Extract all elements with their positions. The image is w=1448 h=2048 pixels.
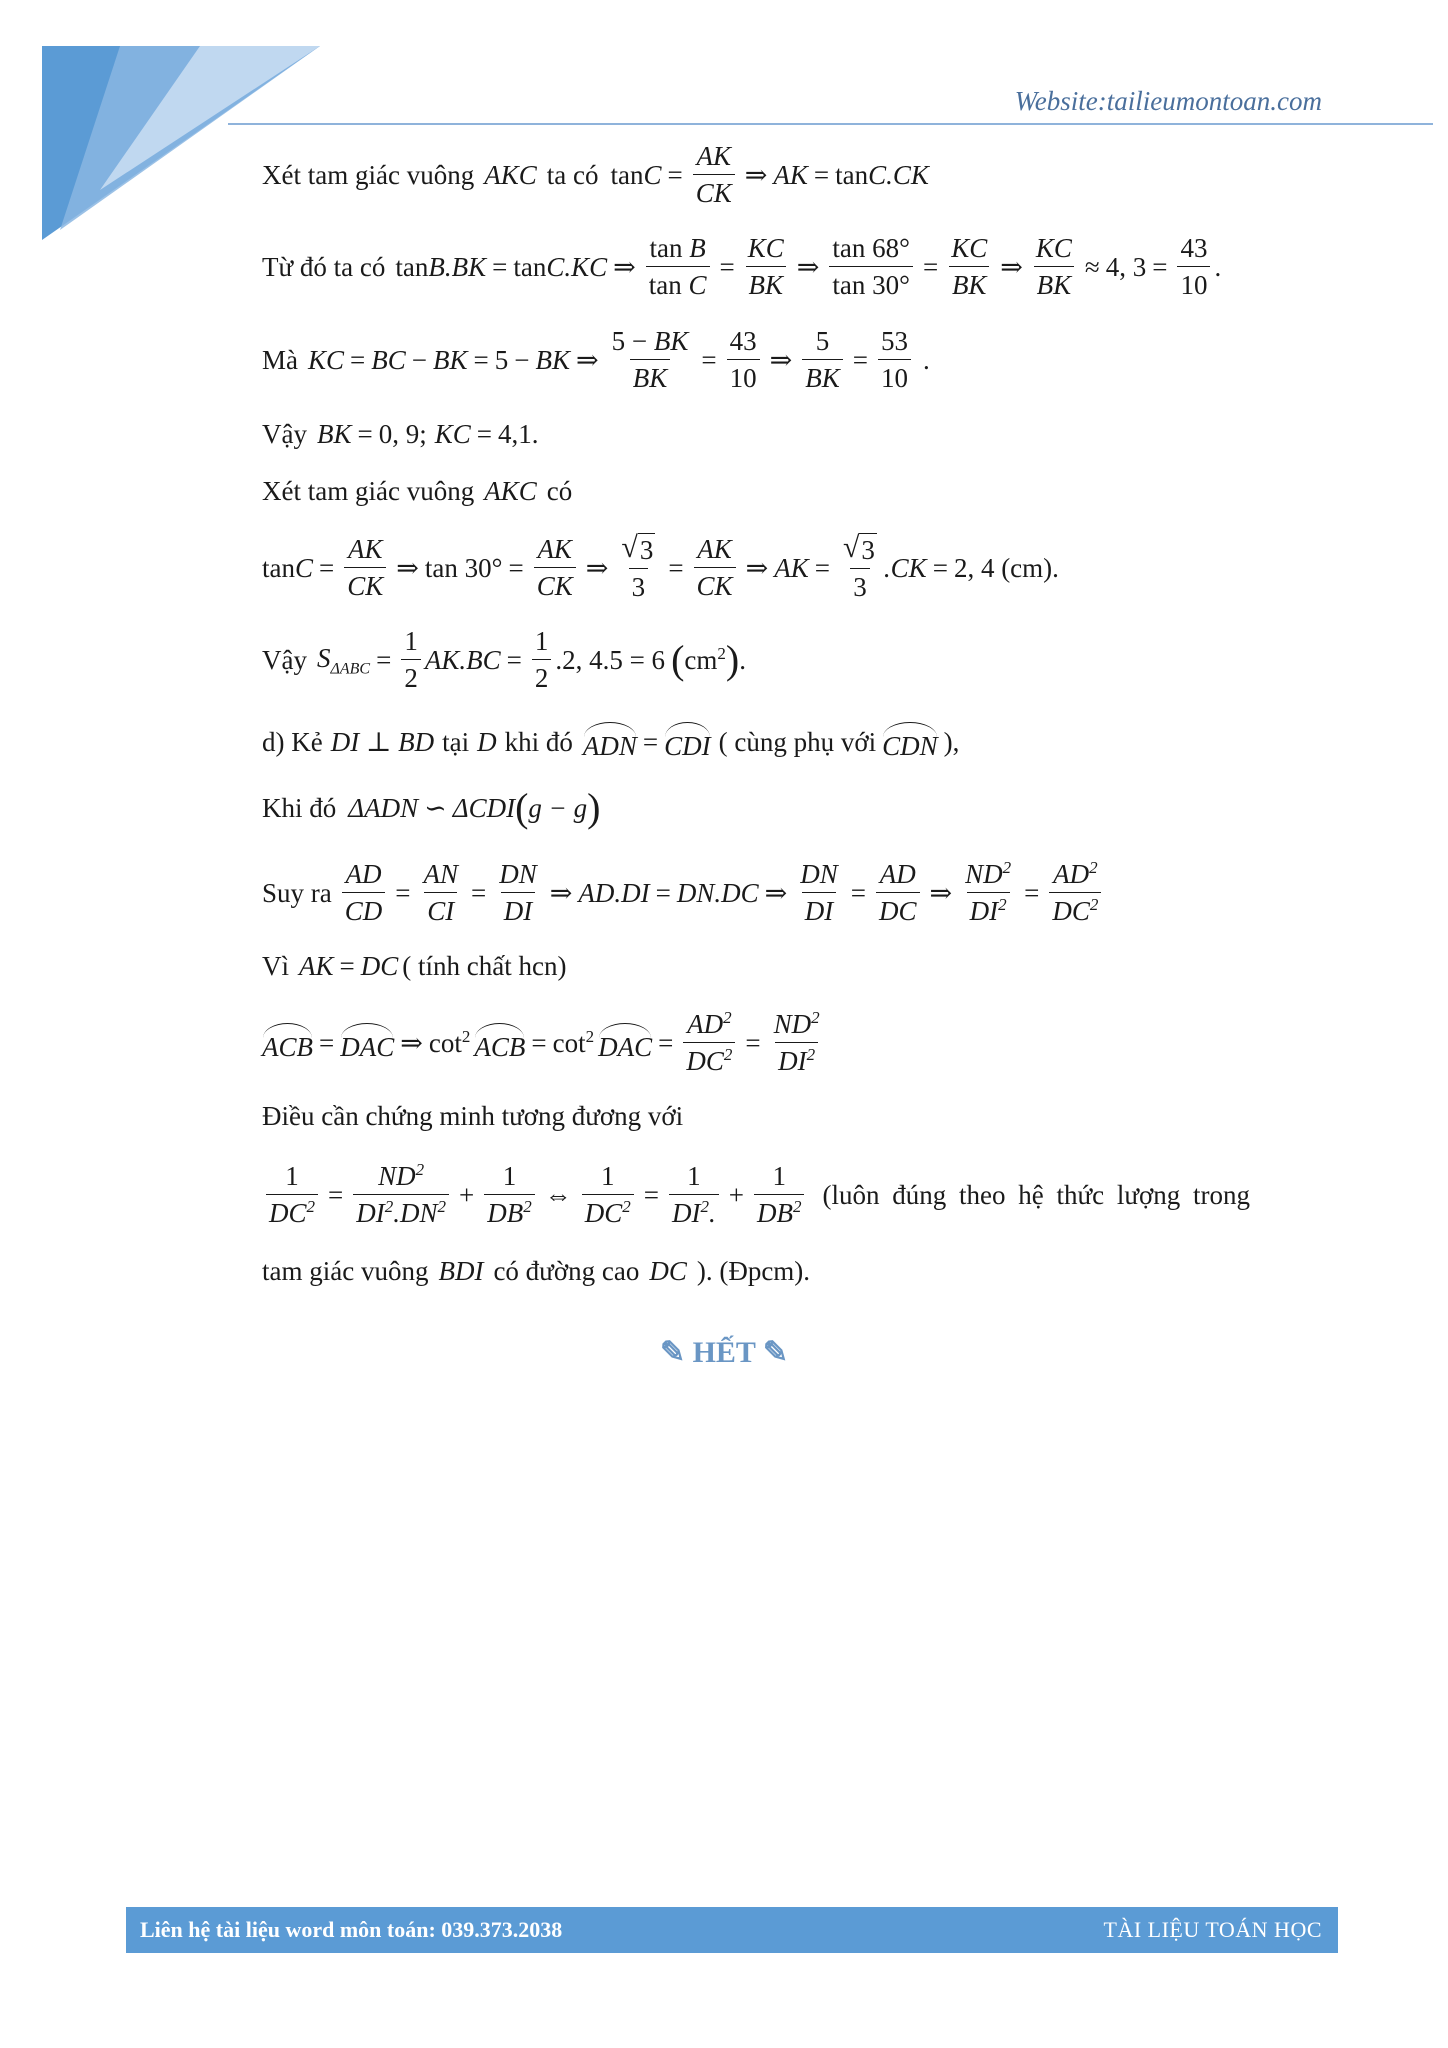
text-segment: d) Kẻ [262, 727, 323, 757]
text-segment: ( tính chất hcn) [402, 951, 567, 981]
text-segment: ), [943, 727, 960, 757]
text-segment: tam giác vuông [262, 1256, 429, 1286]
line-3: Mà KC = BC − BK = 5 − BK ⇒ $\frac{5 - BK}{BK}$ = $\frac{43}{10}$ ⇒ $\frac{5}{BK}$ = $\frac{53}{10}$ . [262, 326, 930, 394]
website-header: Website:tailieumontoan.com [1014, 86, 1322, 116]
line-8: d) Kẻ DI ⊥ BD tại D khi đó ADN = CDI ( cùng phụ với CDN ), [262, 722, 959, 762]
footer-brand: TÀI LIỆU TOÁN HỌC [1103, 1917, 1322, 1942]
line-1: Xét tam giác vuông AKC ta có tan C = $\frac{AK}{CK}$ ⇒ AK = tan C.CK [262, 141, 929, 209]
line-15: tam giác vuông BDI có đường cao DC ). (Đpcm). [262, 1256, 811, 1286]
text-segment: Vì [262, 951, 289, 981]
text-segment: Suy ra [262, 877, 332, 908]
text-segment: (luôn đúng theo hệ thức lượng trong [822, 1179, 1250, 1210]
line-5: Xét tam giác vuông AKC có [262, 476, 573, 506]
line-10: Suy ra $\frac{AD}{CD}$ = $\frac{AN}{CI}$ = $\frac{DN}{DI}$ ⇒ AD.DI = DN.DC ⇒ $\frac{DN}{DI}$ = $\frac{AD}{DC}$ ⇒ $\frac{ND^2}{DI^2}$ = $\frac{AD^2}{DC^2}$ [262, 858, 1105, 928]
text-segment: có đường cao [493, 1256, 640, 1286]
text-segment: Vậy [262, 419, 307, 449]
line-7: Vậy $S_{\Delta ABC}$ = $\frac{1}{2}$ AK.BC = $\frac{1}{2}$ .2, 4.5 = 6 ( $cm^2$ ) . [262, 626, 746, 694]
corner-decoration [0, 0, 330, 250]
line-2: Từ đó ta có tan B.BK = tan C.KC ⇒ $\frac{\text{tan B}}{\text{tan C}}$ = $\frac{KC}{BK}$ ⇒ $\frac{\tan 68^\circ}{\tan 30^\circ}$ = $\frac{KC}{BK}$ ⇒ $\frac{KC}{BK}$ ≈ 4, 3 = $\frac{43}{10}$ . [262, 233, 1222, 301]
end-marker: ✎ HẾT ✎ [659, 1336, 789, 1369]
text-segment: ta có [546, 159, 599, 190]
line-6: tan C = $\frac{AK}{CK}$ ⇒ tan 30° = $\frac{AK}{CK}$ ⇒ √ 3 3 = $\frac{AK}{CK}$ ⇒ AK = √ 3 3 .CK = 2, 4 (cm). [262, 531, 1059, 603]
text-segment: ( cùng phụ với [718, 727, 877, 757]
line-9: Khi đó ΔADN ∽ ΔCDI ( g − g ) [262, 785, 601, 830]
line-11: Vì AK = DC ( tính chất hcn) [262, 951, 567, 981]
text-segment: ). (Đpcm). [696, 1256, 811, 1286]
line-12: ACB = DAC ⇒ $\cot^2$ ACB = $\cot^2$ DAC = $\frac{AD^2}{DC^2}$ = $\frac{ND^2}{DI^2}$ [262, 1008, 820, 1077]
line-13 [262, 1100, 683, 1132]
header-rule [228, 123, 1433, 125]
text-segment: Xét tam giác vuông [262, 159, 475, 190]
line-4: Vậy BK = 0, 9; KC = 4,1. [262, 419, 539, 449]
text-segment: có [546, 476, 573, 506]
footer-bar [126, 1907, 1338, 1953]
text-segment: Điều cần chứng minh tương đương với [262, 1101, 684, 1131]
text-segment: Khi đó [262, 792, 337, 823]
text-segment: tại [442, 727, 470, 757]
text-segment: Mà [262, 344, 298, 375]
text-segment: Từ đó ta có [262, 251, 386, 282]
footer-contact: Liên hệ tài liệu word môn toán: 039.373.2038 [140, 1917, 563, 1942]
text-segment: Vậy [262, 644, 307, 675]
text-segment: Xét tam giác vuông [262, 476, 475, 506]
text-segment: khi đó [504, 727, 573, 757]
line-14: $\frac{1}{DC^2}$ = $\frac{ND^2}{DI^2.DN^2}$ + $\frac{1}{DB^2}$ ⇔ $\frac{1}{DC^2}$ = $\frac{1}{DI^2.}$ + $\frac{1}{DB^2}$ (luôn đúng theo hệ thức lượng trong [262, 1160, 1250, 1230]
